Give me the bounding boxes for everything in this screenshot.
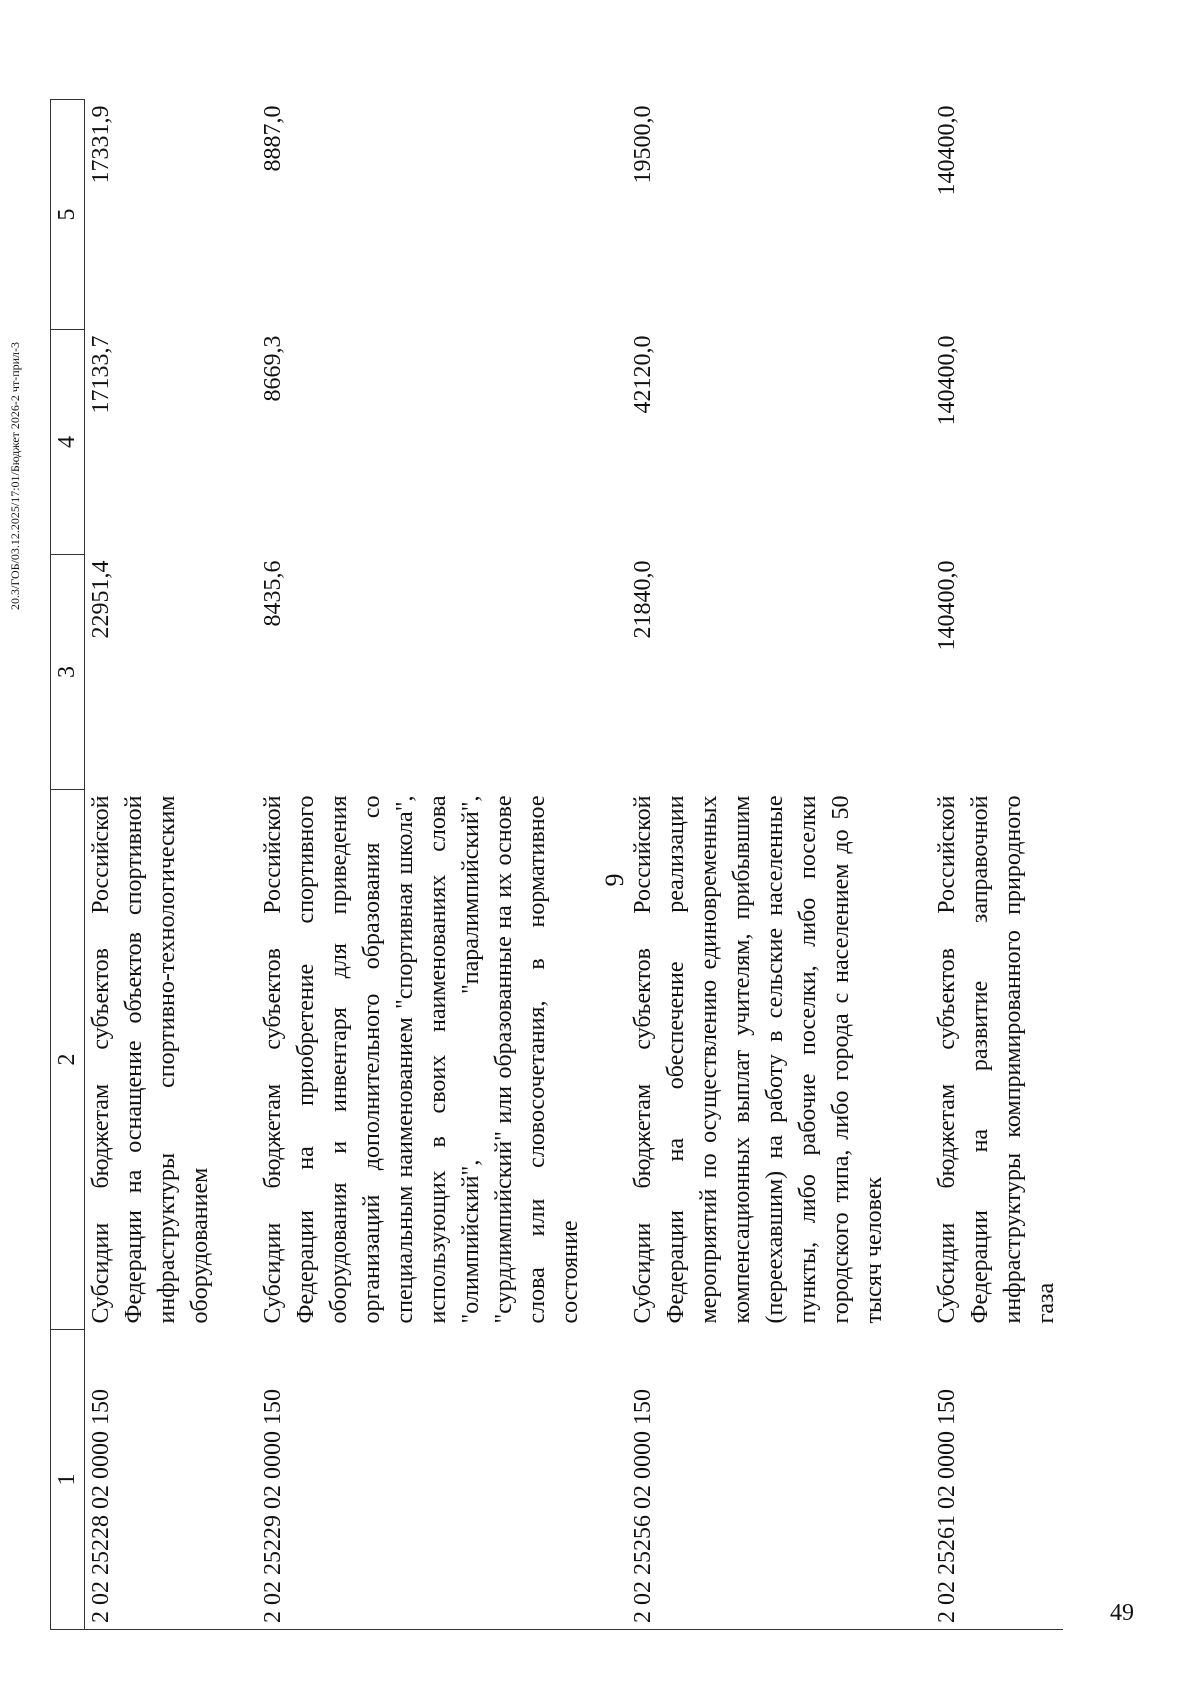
row-code: 2 02 25228 02 0000 150 — [85, 1330, 218, 1630]
row-value-col3: 22951,4 — [88, 560, 114, 639]
row-code: 2 02 25256 02 0000 150 — [627, 1330, 891, 1630]
table-header-row — [51, 100, 85, 1630]
row-value-col4: 42120,0 — [630, 335, 656, 414]
column-header: 5 — [51, 100, 85, 330]
row-value-col4: 8669,3 — [260, 335, 286, 402]
row-value-col5: 8887,0 — [260, 105, 286, 172]
column-header: 2 — [51, 790, 85, 1330]
row-value-col5: 17331,9 — [88, 105, 114, 184]
table-row — [85, 100, 218, 1630]
row-value-col3: 21840,0 — [630, 560, 656, 639]
row-value-col4: 140400,0 — [934, 335, 960, 426]
row-value-col5: 140400,0 — [934, 105, 960, 196]
document-code: 20.3/ГОБ/03.12.2025/17:01/Бюджет 2026-2 чт-прил-3 — [8, 341, 22, 610]
row-value-col3: 140400,0 — [934, 560, 960, 651]
column-header: 4 — [51, 330, 85, 555]
table-row — [627, 100, 891, 1630]
row-value-col5: 19500,0 — [630, 105, 656, 184]
column-header: 3 — [51, 555, 85, 790]
table-row — [931, 100, 1063, 1630]
sheet-page-number: 49 — [1110, 1600, 1134, 1626]
budget-table — [50, 99, 1063, 1630]
page-number: 9 — [600, 873, 629, 887]
row-description: Субсидии бюджетам субъектов Российской Федерации на приобретение спортивного оборудования и инвентаря для приведения организаций дополнительного образования со специальным наименованием "спортивная школа", использующих в своих наименованиях слова "олимпийский", "паралимпийский", "сурдлимпийский" или образованные на их основе слова или словосочетания, в нормативное состояние — [260, 795, 583, 1324]
row-value-col3: 8435,6 — [260, 560, 286, 627]
table-row — [257, 100, 587, 1630]
row-code: 2 02 25229 02 0000 150 — [257, 1330, 587, 1630]
rotated-page — [0, 60, 1120, 1650]
row-description: Субсидии бюджетам субъектов Российской Федерации на оснащение объектов спортивной инфраструктуры спортивно-технологическим оборудованием — [88, 795, 213, 1324]
row-description: Субсидии бюджетам субъектов Российской Федерации на развитие заправочной инфраструктуры компримированного природного газа — [934, 795, 1059, 1324]
row-description: Субсидии бюджетам субъектов Российской Федерации на обеспечение реализации мероприятий по осуществлению единовременных компенсационных выплат учителям, прибывшим (переехавшим) на работу в сельские населенные пункты, либо рабочие поселки, либо поселки городского типа, либо города с населением до 50 тысяч человек — [630, 795, 887, 1324]
column-header: 1 — [51, 1330, 85, 1630]
row-value-col4: 17133,7 — [88, 335, 114, 414]
row-code: 2 02 25261 02 0000 150 — [931, 1330, 1063, 1630]
